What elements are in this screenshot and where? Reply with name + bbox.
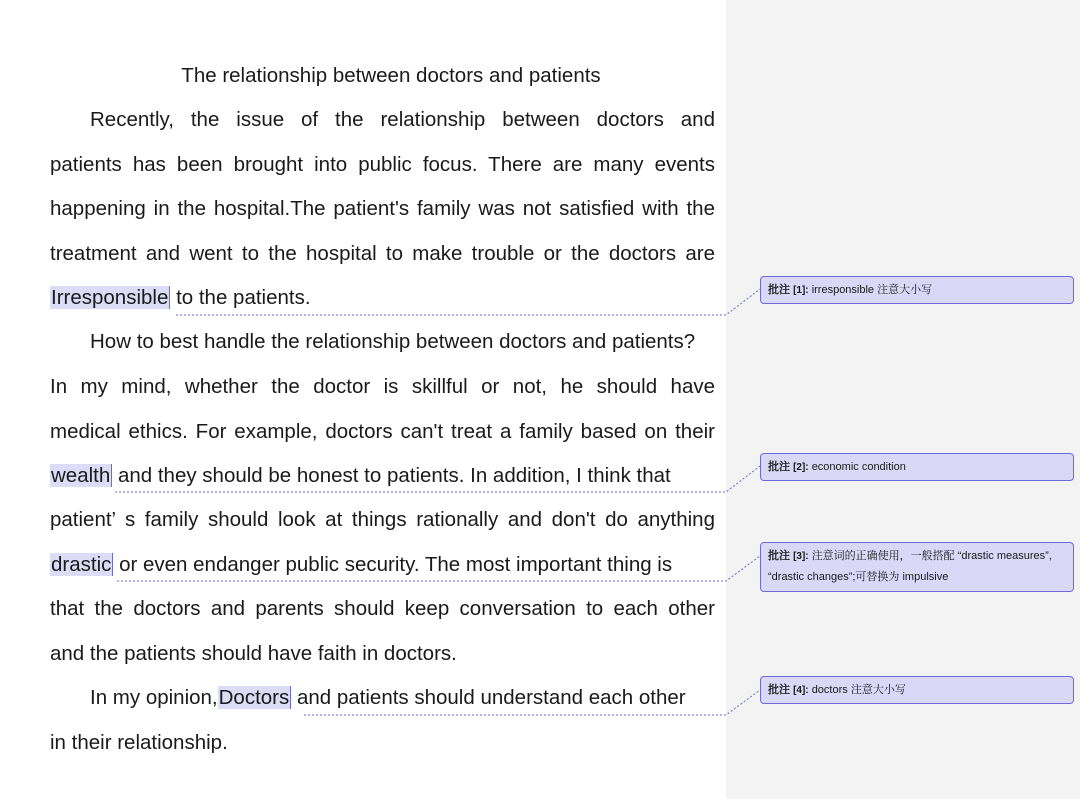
- comment-4-tag: 批注: [768, 684, 790, 696]
- paragraph-2-line-8: and the patients should have faith in doctors.: [50, 642, 457, 665]
- paragraph-2-line-3: medical ethics. For example, doctors can't treat a family based on their: [50, 420, 715, 443]
- paragraph-1-line-3: happening in the hospital.The patient's family was not satisfied with the: [50, 197, 715, 220]
- paragraph-2-line-6: [50, 543, 672, 587]
- comment-1-number: [1]:: [793, 285, 809, 296]
- comment-anchor-1[interactable]: Irresponsible: [51, 286, 169, 309]
- comment-box-3[interactable]: [760, 542, 1074, 592]
- paragraph-2-line-4-rest: and they should be honest to patients. In addition, I think that: [112, 464, 671, 487]
- comment-4-text: doctors 注意大小写: [811, 684, 906, 696]
- document-title: The relationship between doctors and patients: [181, 64, 601, 87]
- comment-box-1[interactable]: [760, 276, 1074, 304]
- paragraph-1-line-1: Recently, the issue of the relationship between doctors and: [90, 108, 715, 131]
- comment-3-tag: 批注: [768, 550, 790, 562]
- paragraph-3-line-1: [90, 676, 686, 720]
- paragraph-3-line-2: in their relationship.: [50, 731, 228, 754]
- comment-box-2[interactable]: [760, 453, 1074, 481]
- comment-2-tag: 批注: [768, 461, 790, 473]
- comment-2-text: economic condition: [811, 461, 906, 473]
- comment-1-text: irresponsible 注意大小写: [811, 284, 933, 296]
- comment-4-number: [4]:: [793, 685, 809, 696]
- comment-1-tag: 批注: [768, 284, 790, 296]
- comment-3-text: 注意词的正确使用，一般搭配 “drastic measures”, “drastic changes”;可替换为 impulsive: [768, 550, 1052, 583]
- comment-anchor-4[interactable]: Doctors: [218, 686, 290, 709]
- comment-anchor-2[interactable]: wealth: [51, 464, 111, 487]
- paragraph-3-line-1-pre: In my opinion,: [90, 686, 218, 709]
- comment-2-number: [2]:: [793, 462, 809, 473]
- paragraph-3-line-1-rest: and patients should understand each other: [291, 686, 686, 709]
- comment-box-4[interactable]: [760, 676, 1074, 704]
- comment-anchor-3[interactable]: drastic: [51, 553, 112, 576]
- paragraph-2-line-1: How to best handle the relationship between doctors and patients?: [90, 330, 696, 353]
- paragraph-1-line-4: treatment and went to the hospital to make trouble or the doctors are: [50, 242, 715, 265]
- paragraph-2-line-7: that the doctors and parents should keep conversation to each other: [50, 597, 715, 620]
- paragraph-2-line-2: In my mind, whether the doctor is skillful or not, he should have: [50, 375, 715, 398]
- paragraph-2-line-5: patient’ s family should look at things rationally and don't do anything: [50, 508, 715, 531]
- paragraph-2-line-6-rest: or even endanger public security. The most important thing is: [113, 553, 673, 576]
- paragraph-1-line-2: patients has been brought into public focus. There are many events: [50, 153, 715, 176]
- paragraph-1-line-5-rest: to the patients.: [170, 286, 311, 309]
- paragraph-2-line-4: [50, 454, 671, 498]
- comment-3-number: [3]:: [793, 551, 809, 562]
- paragraph-1-line-5: [50, 276, 311, 320]
